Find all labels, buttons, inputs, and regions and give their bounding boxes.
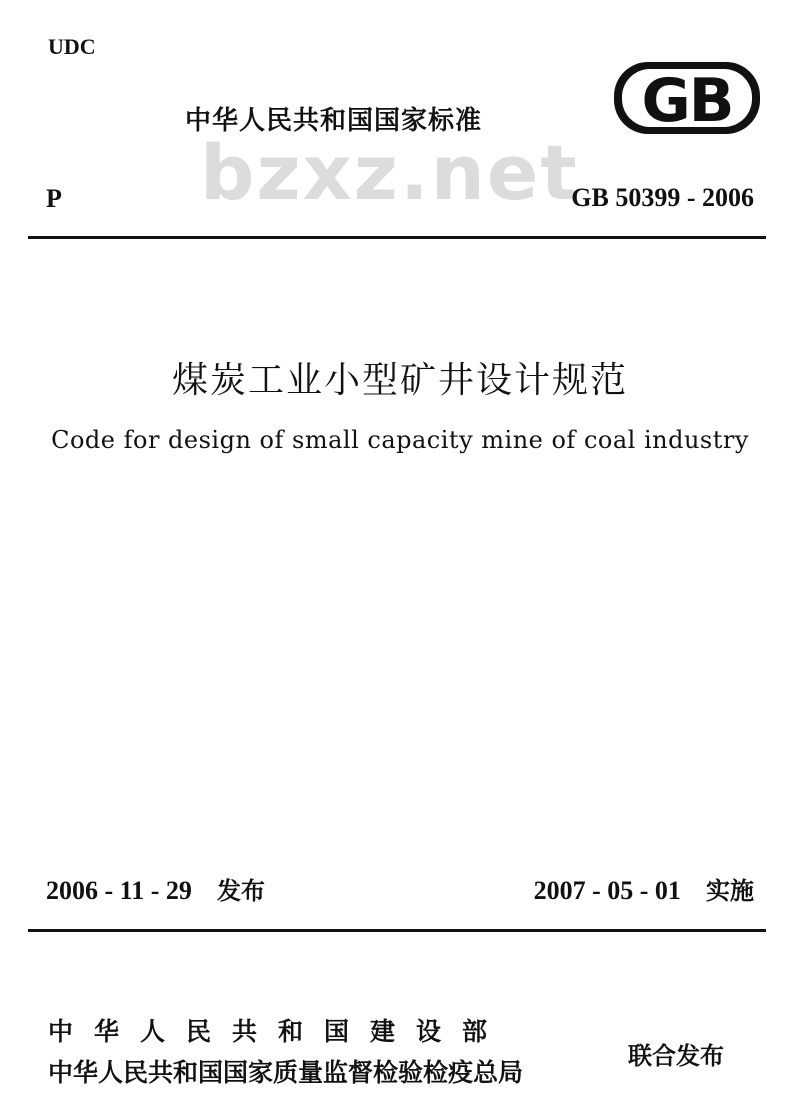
- issuer-aqsiq: 中华人民共和国国家质量监督检验检疫总局: [48, 1058, 524, 1087]
- title-english: Code for design of small capacity mine of coal industry: [51, 426, 749, 454]
- gb-logo: [612, 58, 762, 138]
- organization-title: 中华人民共和国国家标准: [185, 106, 483, 136]
- title-chinese: 煤炭工业小型矿井设计规范: [171, 360, 628, 401]
- udc-label: UDC: [48, 34, 96, 59]
- top-rule: [28, 236, 766, 239]
- svg-text:GB: GB: [641, 66, 733, 136]
- implement-date: 2007 - 05 - 01: [533, 876, 681, 905]
- issue-line: [46, 871, 265, 906]
- issuer-ministry: 中华人民共和国建设部: [48, 1017, 509, 1046]
- joint-issue-label: 联合发布: [628, 1042, 724, 1070]
- watermark: bzxz.net: [200, 128, 579, 217]
- classification-code: P: [46, 184, 62, 213]
- implement-label: 实施: [706, 877, 754, 905]
- implement-line: [534, 871, 754, 906]
- issue-label: 发布: [216, 877, 265, 905]
- bottom-rule: [28, 929, 766, 932]
- standard-number: GB 50399 - 2006: [571, 183, 754, 212]
- issue-date: 2006 - 11 - 29: [46, 876, 192, 905]
